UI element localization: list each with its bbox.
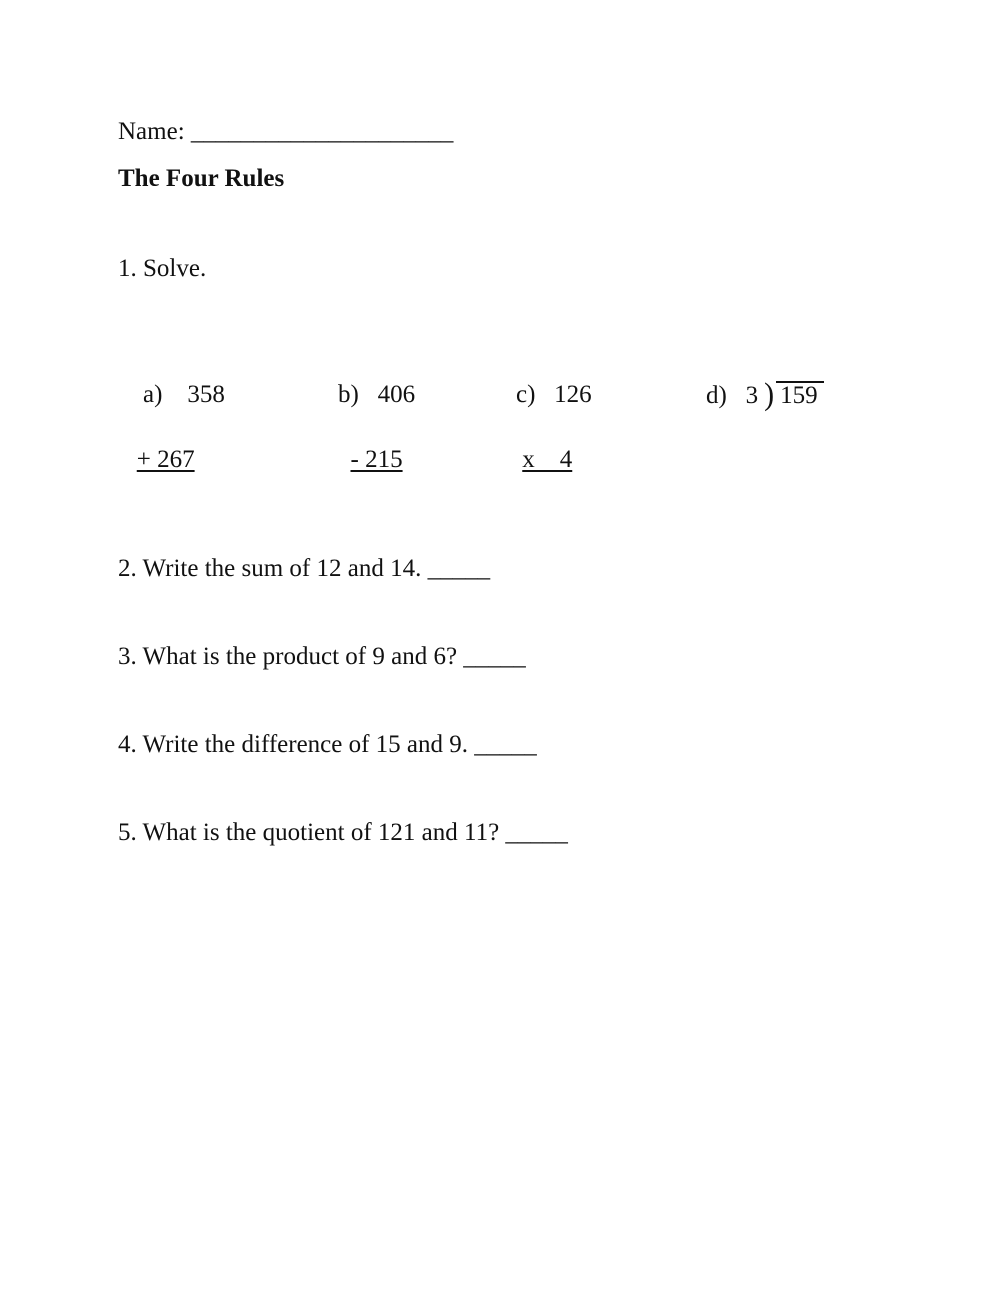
problem-d-label: d) [706,382,727,409]
problem-a-label: a) [143,381,163,408]
long-division-bracket: ) [764,377,775,412]
problem-b [313,350,415,535]
name-field-line: Name: _____________________ [118,118,454,145]
problem-c-label: c) [516,381,536,408]
question-1: 1. Solve. [118,255,207,282]
problem-c-top-number: 126 [554,381,592,408]
question-2: 2. Write the sum of 12 and 14. _____ [118,555,491,582]
problem-a-top-number: 358 [187,381,225,408]
problem-a [118,350,225,535]
question-4: 4. Write the difference of 15 and 9. _____ [118,731,537,758]
problem-c-operator-row: x 4 [522,446,573,473]
problem-d [681,350,824,441]
problem-a-operator-row: + 267 [136,446,195,473]
question-5: 5. What is the quotient of 121 and 11? _____ [118,819,568,846]
problem-b-top-number: 406 [377,381,416,408]
question-3: 3. What is the product of 9 and 6? _____ [118,643,526,670]
problem-d-dividend: 159 [776,381,824,409]
worksheet-title: The Four Rules [118,165,285,192]
problem-b-operator-row: - 215 [350,446,403,473]
problem-b-label: b) [338,381,359,408]
problem-c [491,350,592,535]
problem-d-divisor: 3 [745,382,759,409]
